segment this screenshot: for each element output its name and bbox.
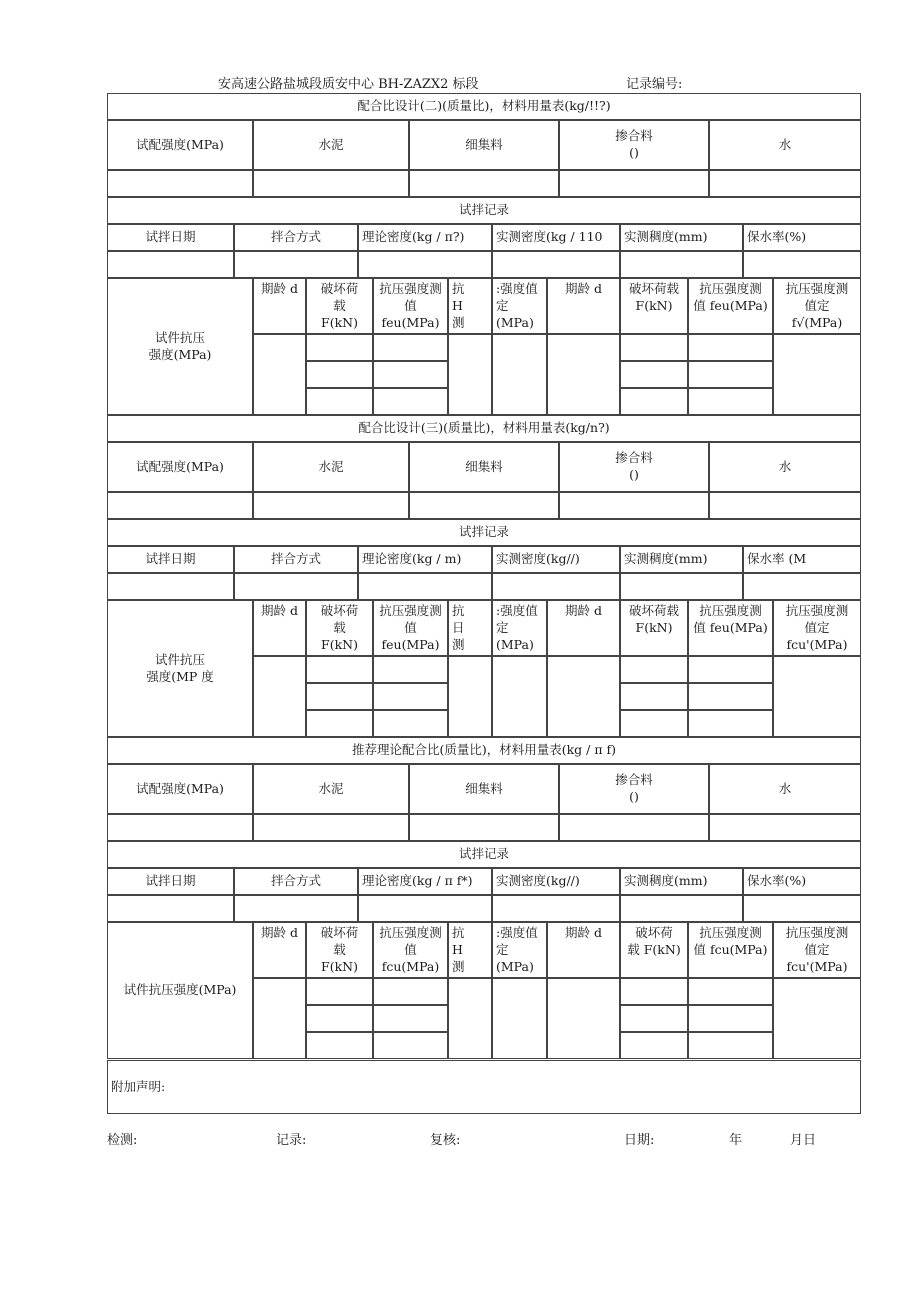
s2-strength-header-label: 抗 日 测: [452, 603, 465, 652]
s3-material-header-label: 水泥: [318, 780, 344, 796]
s1-mix-header-label: 试拌日期: [145, 229, 196, 245]
s1-strength-value[interactable]: [773, 334, 861, 415]
s2-title-label: 配合比设计(三)(质量比)，材料用量表(kg/n?): [358, 420, 610, 436]
s3-mix-value[interactable]: [234, 895, 358, 922]
s2-mix-header: [743, 546, 861, 573]
s2-strength-value[interactable]: [373, 656, 448, 683]
s3-material-value[interactable]: [253, 814, 409, 841]
s1-strength-header: [620, 278, 688, 334]
s2-material-header: [107, 442, 253, 492]
s3-strength-header-label: :强度值 定 (MPa): [496, 925, 538, 974]
s2-strength-header-label: 抗压强度测 值 feu(MPa): [693, 603, 768, 635]
s1-material-header-label: 掺合料 (): [615, 128, 653, 160]
s3-material-header-label: 掺合料 (): [615, 772, 653, 804]
s1-strength-label: [107, 278, 253, 415]
s2-strength-header: [306, 600, 373, 656]
s1-mix-header: [358, 224, 492, 251]
s1-strength-value[interactable]: [688, 361, 773, 388]
s1-mix-value[interactable]: [234, 251, 358, 278]
s3-material-header: [253, 764, 409, 814]
s2-strength-header-label: :强度值 定 (MPa): [496, 603, 538, 652]
s3-mix-value[interactable]: [358, 895, 492, 922]
s3-mix-title-label: 试拌记录: [458, 846, 509, 862]
s3-material-header: [409, 764, 559, 814]
s3-strength-header: [547, 922, 620, 978]
s2-strength-value[interactable]: [688, 656, 773, 683]
s3-material-header-label: 水: [778, 780, 792, 796]
s3-strength-header: [620, 922, 688, 978]
s3-strength-value[interactable]: [688, 1032, 773, 1059]
s1-mix-header-label: 拌合方式: [270, 229, 321, 245]
s2-material-header: [409, 442, 559, 492]
s1-material-value[interactable]: [559, 170, 709, 197]
s2-strength-header-label: 破坏荷 载 F(kN): [320, 603, 359, 652]
s1-material-header-label: 细集料: [465, 136, 503, 152]
s2-strength-label-label: 试件抗压 强度(MP 度: [146, 651, 214, 684]
s3-mix-header-label: 理论密度(kg / π f*): [362, 873, 473, 889]
s1-material-value[interactable]: [409, 170, 559, 197]
s3-material-value[interactable]: [559, 814, 709, 841]
s1-strength-value[interactable]: [547, 334, 620, 415]
s3-strength-value[interactable]: [373, 1032, 448, 1059]
s3-strength-header: [306, 922, 373, 978]
s3-strength-value[interactable]: [620, 1005, 688, 1032]
s2-material-value[interactable]: [559, 492, 709, 519]
s3-mix-value[interactable]: [620, 895, 743, 922]
s2-mix-header-label: 试拌日期: [145, 551, 196, 567]
s3-strength-header-label: 破坏荷 载 F(kN): [320, 925, 359, 974]
s2-strength-header: [620, 600, 688, 656]
s1-strength-value[interactable]: [688, 334, 773, 361]
s1-strength-value[interactable]: [448, 334, 492, 415]
s3-mix-value[interactable]: [743, 895, 861, 922]
s3-strength-header-label: 抗压强度测 值定 fcu'(MPa): [785, 925, 849, 974]
s2-mix-header-label: 实测密度(kg//): [496, 551, 580, 567]
s2-strength-header-label: 破坏荷载 F(kN): [628, 603, 679, 635]
s1-mix-header-label: 实测稠度(mm): [624, 229, 708, 245]
s3-strength-value[interactable]: [620, 978, 688, 1005]
s1-strength-header: [547, 278, 620, 334]
s3-mix-header-label: 实测稠度(mm): [624, 873, 708, 889]
s1-strength-label-label: 试件抗压 强度(MPa): [148, 329, 212, 362]
footer-date: 日期:: [624, 1133, 655, 1148]
s2-mix-header-label: 实测稠度(mm): [624, 551, 708, 567]
s2-mix-header: [492, 546, 620, 573]
s3-material-header: [709, 764, 861, 814]
s3-strength-value[interactable]: [773, 978, 861, 1059]
s1-material-header-label: 水泥: [318, 136, 344, 152]
s3-strength-value[interactable]: [620, 1032, 688, 1059]
s3-strength-value[interactable]: [306, 1005, 373, 1032]
s3-strength-value[interactable]: [547, 978, 620, 1059]
s2-mix-value[interactable]: [492, 573, 620, 600]
s2-material-value[interactable]: [709, 492, 861, 519]
s3-mix-title: [107, 841, 861, 868]
s2-material-value[interactable]: [409, 492, 559, 519]
s2-mix-header-label: 拌合方式: [270, 551, 321, 567]
s1-material-header: [409, 120, 559, 170]
s1-mix-header-label: 理论密度(kg / π?): [362, 229, 465, 245]
s3-mix-header: [234, 868, 358, 895]
s3-material-header-label: 细集料: [465, 780, 503, 796]
s2-strength-value[interactable]: [253, 656, 306, 737]
s2-strength-value[interactable]: [773, 656, 861, 737]
s2-strength-value[interactable]: [620, 656, 688, 683]
s1-strength-header-label: 破坏荷 载 F(kN): [320, 281, 359, 330]
s3-mix-header: [743, 868, 861, 895]
s2-strength-value[interactable]: [547, 656, 620, 737]
s2-strength-header: [373, 600, 448, 656]
s1-mix-header: [234, 224, 358, 251]
s3-strength-header-label: 破坏荷 载 F(kN): [627, 925, 681, 957]
s1-mix-header: [492, 224, 620, 251]
s2-mix-header: [620, 546, 743, 573]
s1-strength-value[interactable]: [306, 334, 373, 361]
s3-strength-label-label: 试件抗压强度(MPa): [123, 982, 237, 998]
s2-material-header: [253, 442, 409, 492]
s3-mix-header-label: 试拌日期: [145, 873, 196, 889]
s1-title-label: 配合比设计(二)(质量比)，材料用量表(kg/!!?): [357, 98, 611, 114]
s2-strength-value[interactable]: [373, 710, 448, 737]
notes-box[interactable]: [107, 1060, 861, 1114]
s3-strength-header-label: 抗压强度测 值 fcu(MPa): [379, 925, 442, 974]
s3-strength-header: [253, 922, 306, 978]
s2-strength-value[interactable]: [373, 683, 448, 710]
s2-strength-value[interactable]: [492, 656, 547, 737]
s3-strength-value[interactable]: [306, 1032, 373, 1059]
s3-material-header-label: 试配强度(MPa): [136, 780, 224, 796]
s2-material-value[interactable]: [253, 492, 409, 519]
s2-strength-header-label: 抗压强度测 值 feu(MPa): [379, 603, 442, 652]
s2-strength-value[interactable]: [306, 656, 373, 683]
s3-title-label: 推荐理论配合比(质量比)，材料用量表(kg / π f): [351, 742, 617, 758]
s2-strength-header-label: 期龄 d: [565, 603, 602, 618]
s1-mix-header: [107, 224, 234, 251]
s1-material-header: [559, 120, 709, 170]
s2-material-header-label: 试配强度(MPa): [136, 458, 224, 474]
s3-mix-header-label: 拌合方式: [270, 873, 321, 889]
s1-mix-value[interactable]: [358, 251, 492, 278]
s1-strength-value[interactable]: [373, 361, 448, 388]
s3-strength-value[interactable]: [373, 1005, 448, 1032]
s1-strength-header-label: 破坏荷载 F(kN): [628, 281, 679, 313]
s1-strength-value[interactable]: [306, 361, 373, 388]
s1-strength-header-label: 抗压强度测 值 feu(MPa): [693, 281, 768, 313]
s1-strength-header-label: 期龄 d: [565, 281, 602, 296]
s1-strength-value[interactable]: [620, 334, 688, 361]
s1-material-header: [253, 120, 409, 170]
s1-strength-header: [373, 278, 448, 334]
s3-mix-header: [492, 868, 620, 895]
s3-strength-value[interactable]: [688, 1005, 773, 1032]
s2-strength-header: [492, 600, 547, 656]
s1-strength-value[interactable]: [688, 388, 773, 415]
s3-strength-label: [107, 922, 253, 1059]
s1-material-value[interactable]: [709, 170, 861, 197]
s1-strength-header-label: 抗 H 测: [452, 281, 465, 330]
s1-strength-value[interactable]: [373, 334, 448, 361]
s3-material-value[interactable]: [107, 814, 253, 841]
s1-mix-title-label: 试拌记录: [458, 202, 509, 218]
s2-strength-header: [773, 600, 861, 656]
s3-strength-value[interactable]: [448, 978, 492, 1059]
s3-material-header: [559, 764, 709, 814]
s3-mix-value[interactable]: [107, 895, 234, 922]
s3-strength-header: [688, 922, 773, 978]
s1-material-header-label: 水: [778, 136, 792, 152]
s2-strength-label: [107, 600, 253, 737]
s1-mix-header: [743, 224, 861, 251]
s2-material-header-label: 细集料: [465, 458, 503, 474]
s2-mix-value[interactable]: [358, 573, 492, 600]
s1-mix-title: [107, 197, 861, 224]
s1-mix-value[interactable]: [492, 251, 620, 278]
s1-material-header-label: 试配强度(MPa): [136, 136, 224, 152]
s1-mix-value[interactable]: [743, 251, 861, 278]
s2-mix-value[interactable]: [107, 573, 234, 600]
s2-mix-header: [234, 546, 358, 573]
footer-month-day: 月日: [790, 1133, 817, 1148]
s1-material-value[interactable]: [107, 170, 253, 197]
s1-strength-header-label: :强度值 定 (MPa): [496, 281, 538, 330]
s2-material-header-label: 水泥: [318, 458, 344, 474]
s3-strength-header-label: 期龄 d: [565, 925, 602, 940]
s1-strength-header: [448, 278, 492, 334]
s2-strength-value[interactable]: [620, 683, 688, 710]
s3-strength-header-label: 期龄 d: [261, 925, 298, 940]
s1-strength-value[interactable]: [620, 361, 688, 388]
s3-mix-header-label: 实测密度(kg//): [496, 873, 580, 889]
s3-strength-value[interactable]: [306, 978, 373, 1005]
s2-strength-header: [547, 600, 620, 656]
s2-material-header-label: 掺合料 (): [615, 450, 653, 482]
s3-material-value[interactable]: [409, 814, 559, 841]
footer-year: 年: [729, 1133, 743, 1148]
s2-mix-header-label: 理论密度(kg / m): [362, 551, 462, 567]
s2-strength-header-label: 期龄 d: [261, 603, 298, 618]
s3-strength-header-label: 抗压强度测 值 fcu(MPa): [693, 925, 768, 957]
s2-strength-header: [253, 600, 306, 656]
s3-mix-header: [620, 868, 743, 895]
footer-record: 记录:: [276, 1133, 307, 1148]
s2-mix-header: [358, 546, 492, 573]
s3-strength-value[interactable]: [688, 978, 773, 1005]
s3-mix-header: [358, 868, 492, 895]
s1-material-header: [107, 120, 253, 170]
s2-mix-header-label: 保水率 (M: [747, 551, 807, 567]
s1-strength-header-label: 抗压强度测 值定 f√(MPa): [785, 281, 849, 330]
s3-mix-header-label: 保水率(%): [747, 873, 807, 889]
s2-mix-value[interactable]: [620, 573, 743, 600]
s2-strength-value[interactable]: [448, 656, 492, 737]
s2-title: [107, 415, 861, 442]
s1-strength-header: [492, 278, 547, 334]
s3-strength-header: [448, 922, 492, 978]
s3-strength-header-label: 抗 H 测: [452, 925, 465, 974]
s1-strength-header-label: 抗压强度测 值 feu(MPa): [379, 281, 442, 330]
s2-strength-value[interactable]: [306, 710, 373, 737]
s2-mix-header: [107, 546, 234, 573]
s3-strength-header: [773, 922, 861, 978]
s2-material-header: [559, 442, 709, 492]
s2-strength-value[interactable]: [688, 683, 773, 710]
organization-title: 安高速公路盐城段质安中心 BH-ZAZX2 标段: [218, 77, 479, 92]
s2-material-header: [709, 442, 861, 492]
s1-mix-value[interactable]: [620, 251, 743, 278]
s1-strength-header: [773, 278, 861, 334]
s2-mix-value[interactable]: [234, 573, 358, 600]
s2-strength-value[interactable]: [306, 683, 373, 710]
s3-strength-value[interactable]: [492, 978, 547, 1059]
s2-mix-value[interactable]: [743, 573, 861, 600]
s2-strength-header: [688, 600, 773, 656]
s2-strength-header-label: 抗压强度测 值定 fcu'(MPa): [785, 603, 849, 652]
s2-mix-title-label: 试拌记录: [458, 524, 509, 540]
s1-mix-header-label: 保水率(%): [747, 229, 807, 245]
s1-mix-value[interactable]: [107, 251, 234, 278]
s1-strength-value[interactable]: [492, 334, 547, 415]
footer-review: 复核:: [430, 1133, 461, 1148]
s1-title: [107, 93, 861, 120]
s1-strength-value[interactable]: [306, 388, 373, 415]
s1-strength-header: [253, 278, 306, 334]
s2-strength-header: [448, 600, 492, 656]
s3-strength-value[interactable]: [253, 978, 306, 1059]
s3-material-value[interactable]: [709, 814, 861, 841]
s2-material-value[interactable]: [107, 492, 253, 519]
s3-strength-header: [373, 922, 448, 978]
s1-strength-value[interactable]: [373, 388, 448, 415]
s1-strength-value[interactable]: [253, 334, 306, 415]
s2-strength-value[interactable]: [688, 710, 773, 737]
s3-mix-header: [107, 868, 234, 895]
s1-strength-header: [306, 278, 373, 334]
s1-strength-header-label: 期龄 d: [261, 281, 298, 296]
s1-material-value[interactable]: [253, 170, 409, 197]
s3-mix-value[interactable]: [492, 895, 620, 922]
s3-strength-value[interactable]: [373, 978, 448, 1005]
s1-mix-header: [620, 224, 743, 251]
s3-title: [107, 737, 861, 764]
s1-mix-header-label: 实测密度(kg / 110: [496, 229, 603, 245]
s3-material-header: [107, 764, 253, 814]
s2-material-header-label: 水: [778, 458, 792, 474]
s1-strength-header: [688, 278, 773, 334]
s2-mix-title: [107, 519, 861, 546]
notes-label: 附加声明:: [111, 1078, 166, 1094]
s1-strength-value[interactable]: [620, 388, 688, 415]
footer-inspect: 检测:: [107, 1133, 138, 1148]
s1-material-header: [709, 120, 861, 170]
record-number-label: 记录编号:: [626, 77, 683, 92]
s3-strength-header: [492, 922, 547, 978]
s2-strength-value[interactable]: [620, 710, 688, 737]
